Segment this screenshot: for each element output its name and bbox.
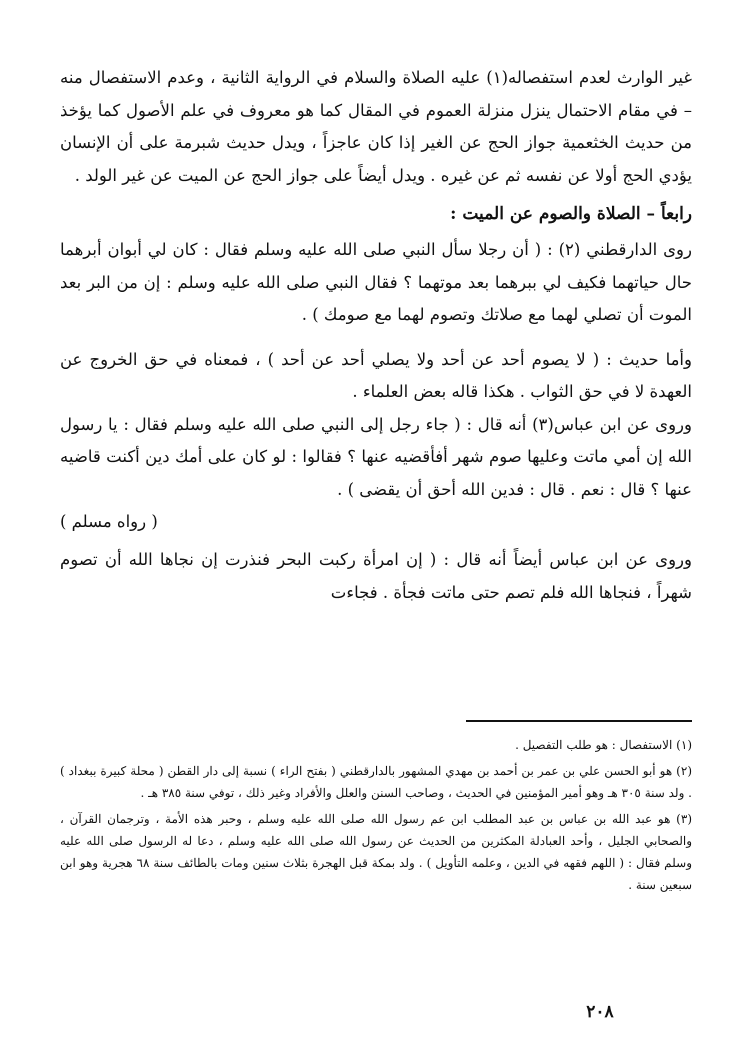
- page-number: ٢٠٨: [586, 1002, 614, 1022]
- paragraph-1: غير الوارث لعدم استفصاله(١) عليه الصلاة والسلام في الرواية الثانية ، وعدم الاستفصال منه – في مقام الاحتمال ينزل منزلة العموم في المقال كما هو معروف في علم الأصول كما يؤخذ من حديث الخثعمية جواز الحج عن الغير إذا كان عاجزاً ، ويدل حديث شبرمة على أن الإنسان يؤدي الحج أولا عن نفسه ثم عن غيره . ويدل أيضاً على جواز الحج عن الميت عن غير الولد .: [60, 68, 692, 185]
- paragraph-2: روى الدارقطني (٢) : ( أن رجلا سأل النبي صلى الله عليه وسلم فقال : كان لي أبوان أبرهما حال حياتهما فكيف لي ببرهما بعد موتهما ؟ فقال النبي صلى الله عليه وسلم : إن من البر بعد الموت أن تصلي لهما مع صلاتك وتصوم لهما مع صومك ) .: [60, 240, 692, 324]
- footnote-separator: [466, 720, 692, 722]
- paragraph-5: وروى عن ابن عباس أيضاً أنه قال : ( إن امرأة ركبت البحر فنذرت إن نجاها الله أن تصوم شهراً ، فنجاها الله فلم تصم حتى ماتت فجأة . فجاءت: [60, 550, 692, 602]
- paragraph-4: وروى عن ابن عباس(٣) أنه قال : ( جاء رجل إلى النبي صلى الله عليه وسلم فقال : يا رسول الله إن أمي ماتت وعليها صوم شهر أفأقضيه عنها ؟ فقالوا : لو كان على أمك دين أكنت قاضيه عنها ؟ قال : نعم . قال : فدين الله أحق أن يقضى ) .: [60, 414, 692, 499]
- page-body: [60, 62, 692, 609]
- section-heading: رابعاً – الصلاة والصوم عن الميت :: [450, 204, 692, 224]
- footnotes: [60, 734, 692, 900]
- riwayah-line: [60, 506, 692, 538]
- riwayah-source: ( رواه مسلم ): [60, 512, 158, 531]
- footnote-3: (٣) هو عبد الله بن عباس بن عبد المطلب ابن عم رسول الله صلى الله عليه وسلم ، وحبر هذه الأمة ، وترجمان القرآن ، والصحابي الجليل ، وأحد العبادلة المكثرين من الحديث عن رسول الله صلى الله عليه وسلم ، دعا له الرسول صلى الله عليه وسلم فقال : ( اللهم فقهه في الدين ، وعلمه التأويل ) . ولد بمكة قبل الهجرة بثلاث سنين ومات بالطائف سنة ٦٨ هجرية وهو ابن سبعين سنة .: [60, 812, 692, 892]
- footnote-1: (١) الاستفصال : هو طلب التفصيل .: [515, 738, 692, 752]
- paragraph-3: وأما حديث : ( لا يصوم أحد عن أحد ولا يصلي أحد عن أحد ) ، فمعناه في حق الخروج عن العهدة لا في حق الثواب . هكذا قاله بعض العلماء .: [60, 349, 692, 401]
- footnote-2: (٢) هو أبو الحسن علي بن عمر بن أحمد بن مهدي المشهور بالدارقطني ( بفتح الراء ) نسبة إلى دار القطن ( محلة كبيرة ببغداد ) . ولد سنة ٣٠٥ هـ وهو أمير المؤمنين في الحديث ، وصاحب السنن والعلل والأفراد وغير ذلك ، توفي سنة ٣٨٥ هـ .: [60, 764, 692, 800]
